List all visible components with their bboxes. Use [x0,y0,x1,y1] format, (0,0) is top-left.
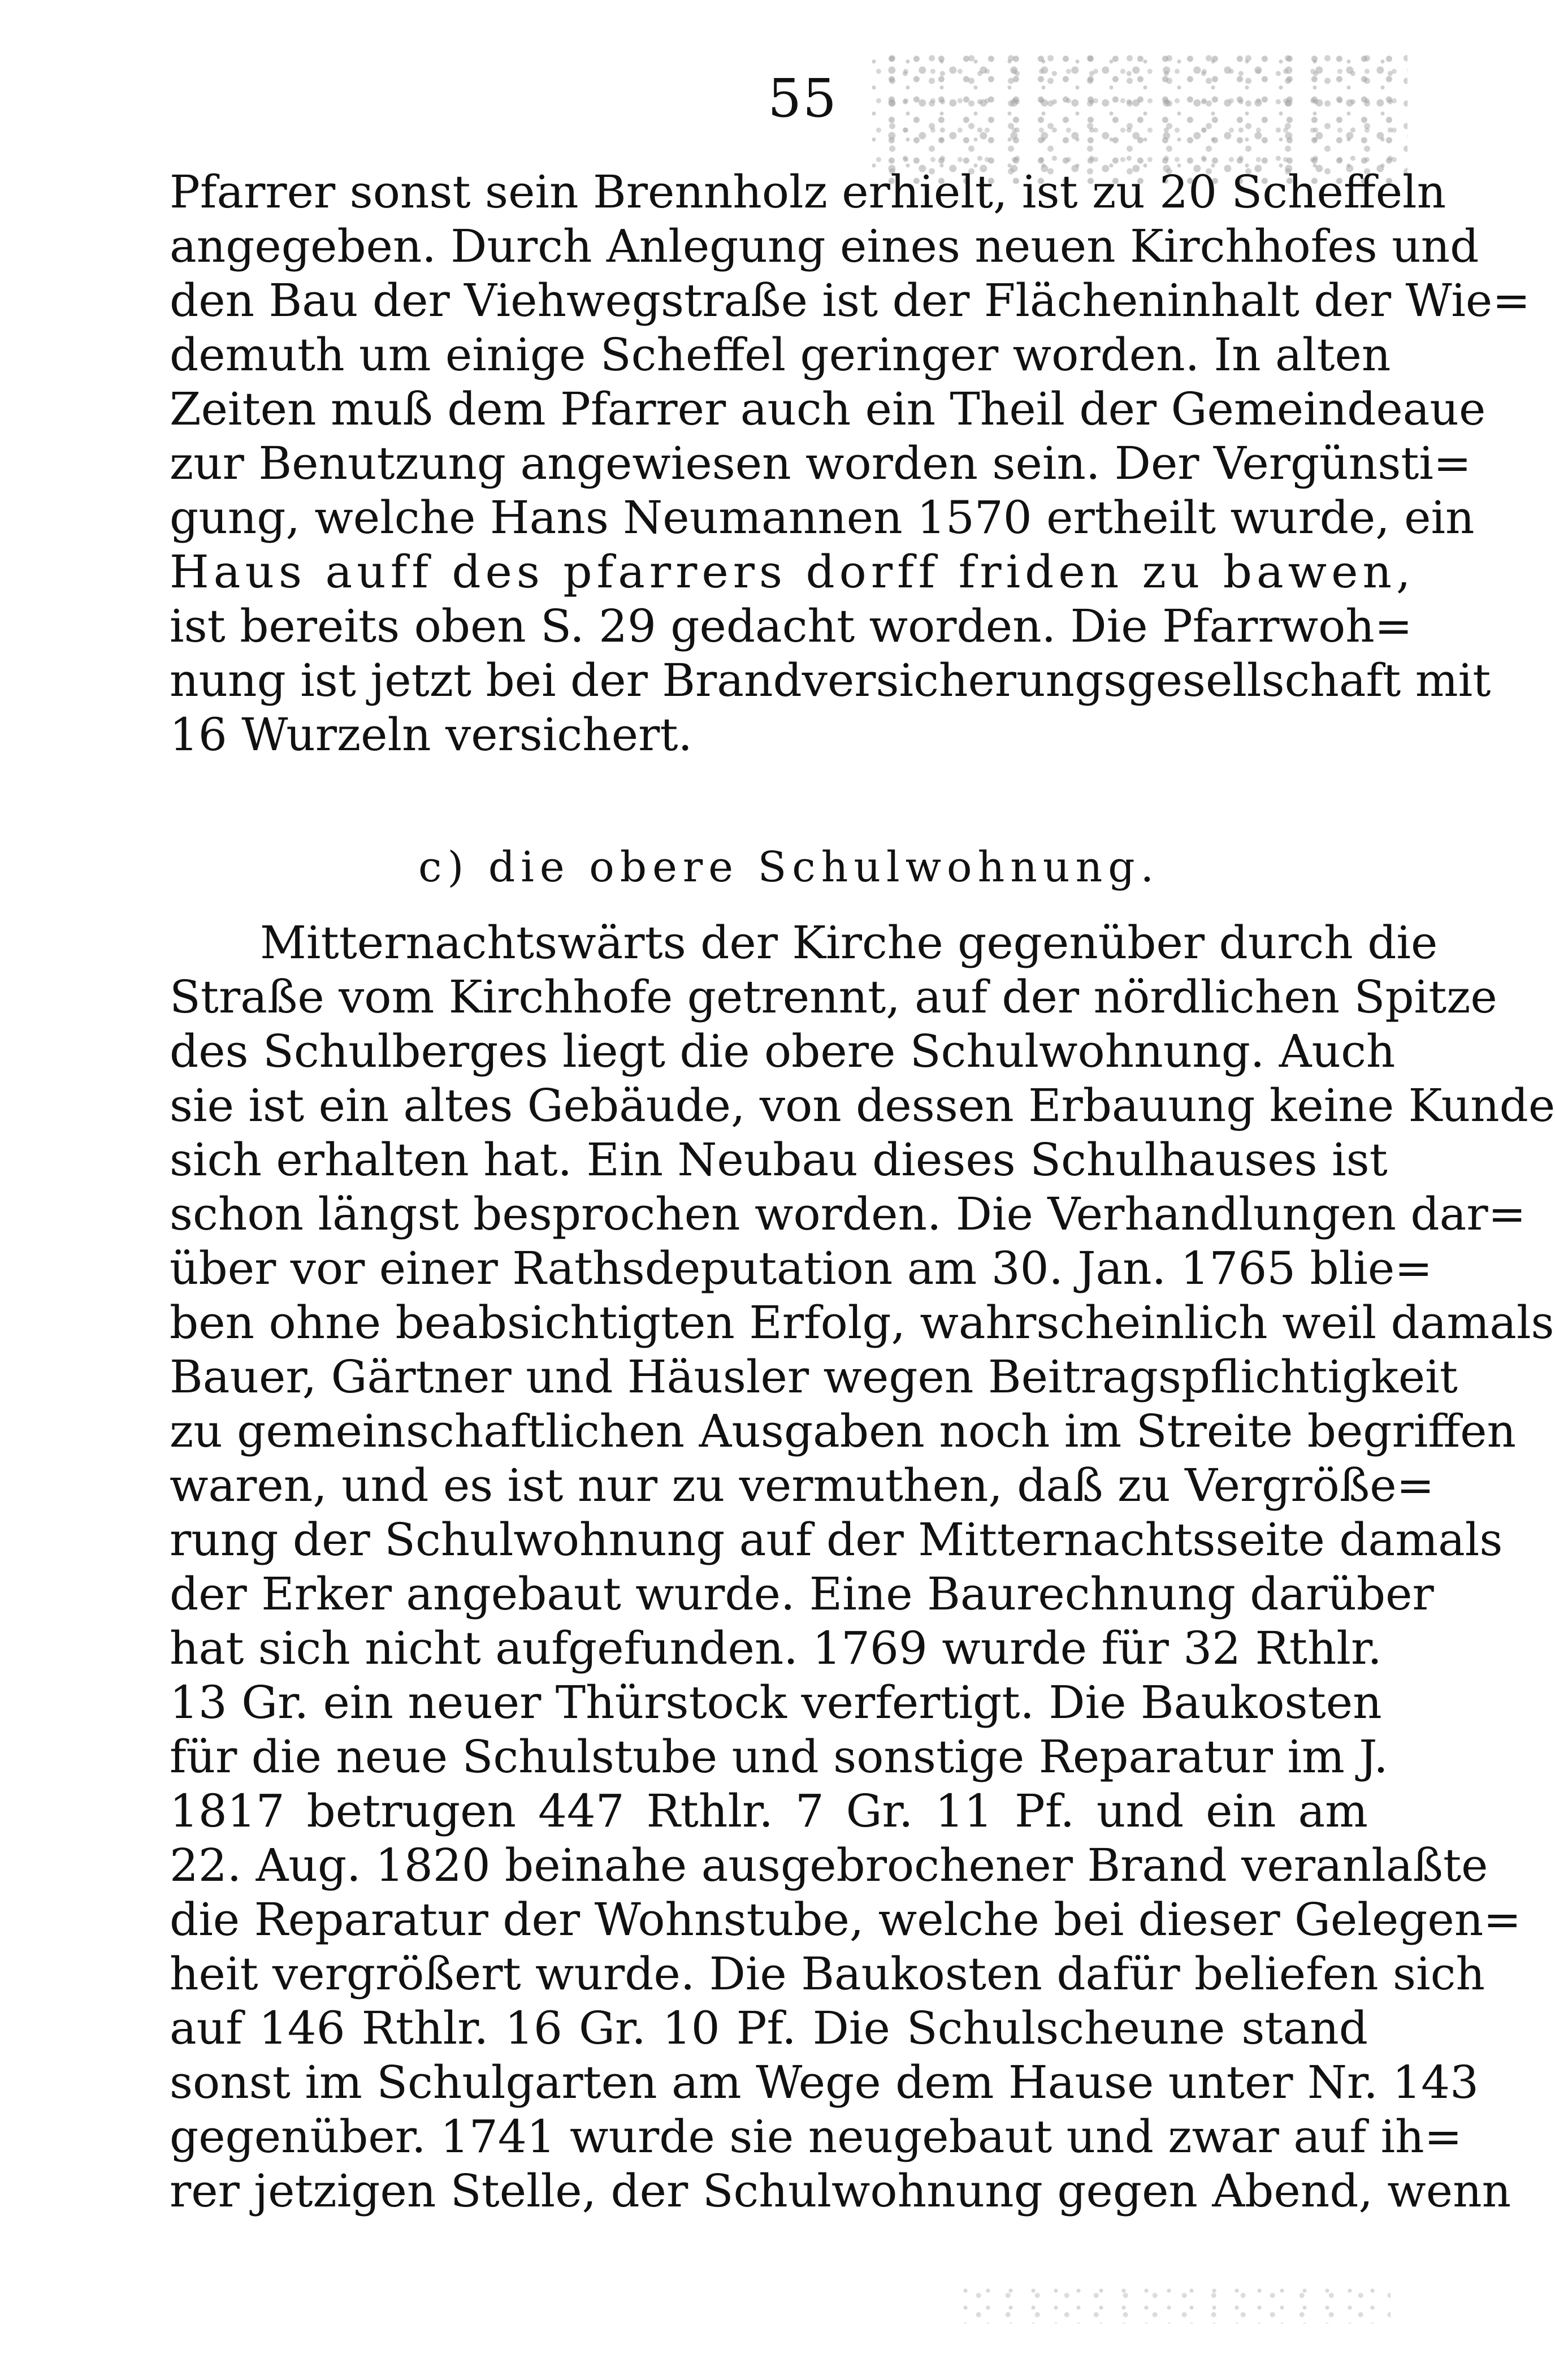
text-line: Haus auff des pfarrers dorff friden zu bawen, [170,546,1415,598]
text-line: Straße vom Kirchhofe getrennt, auf der nördlichen Spitze [170,971,1497,1023]
text-line: waren, und es ist nur zu vermuthen, daß zu Vergröße= [170,1459,1435,1512]
text-line: gung, welche Hans Neumannen 1570 ertheilt wurde, ein [170,491,1475,544]
text-line: 16 Wurzeln versichert. [170,708,692,761]
text-line: angegeben. Durch Anlegung eines neuen Kirchhofes und [170,220,1479,272]
text-line: der Erker angebaut wurde. Eine Baurechnung darüber [170,1568,1434,1620]
text-line: 13 Gr. ein neuer Thürstock verfertigt. Die Baukosten [170,1676,1382,1729]
scan-noise-bottom [961,2284,1391,2323]
text-line: zur Benutzung angewiesen worden sein. Der Vergünsti= [170,437,1472,490]
text-line: rer jetzigen Stelle, der Schulwohnung gegen Abend, wenn [170,2165,1511,2217]
text-line: rung der Schulwohnung auf der Mitternachtsseite damals [170,1513,1503,1566]
scan-noise [870,54,1407,184]
text-line: über vor einer Rathsdeputation am 30. Jan. 1765 blie= [170,1242,1433,1295]
text-line: hat sich nicht aufgefunden. 1769 wurde für 32 Rthlr. [170,1622,1382,1674]
text-line: Pfarrer sonst sein Brennholz erhielt, ist zu 20 Scheffeln [170,166,1446,218]
text-line: Bauer, Gärtner und Häusler wegen Beitragspflichtigkeit [170,1351,1458,1403]
text-line: die Reparatur der Wohnstube, welche bei dieser Gelegen= [170,1893,1522,1946]
text-line: Mitternachtswärts der Kirche gegenüber durch die [260,916,1438,969]
text-line: ist bereits oben S. 29 gedacht worden. Die Pfarrwoh= [170,600,1413,652]
text-line: auf 146 Rthlr. 16 Gr. 10 Pf. Die Schulscheune stand [170,2002,1368,2054]
text-line: für die neue Schulstube und sonstige Reparatur im J. [170,1730,1388,1783]
paragraph-1 [170,165,1531,762]
text-line: des Schulberges liegt die obere Schulwohnung. Auch [170,1025,1396,1078]
paragraph-2 [170,916,1555,2218]
text-line: 1817 betrugen 447 Rthlr. 7 Gr. 11 Pf. und ein am [170,1785,1368,1837]
section-heading: c) die obere Schulwohnung. [418,843,1160,892]
text-line: sonst im Schulgarten am Wege dem Hause unter Nr. 143 [170,2056,1479,2109]
text-line: nung ist jetzt bei der Brandversicherungsgesellschaft mit [170,654,1491,707]
text-line: demuth um einige Scheffel geringer worden. In alten [170,328,1391,381]
text-line: 22. Aug. 1820 beinahe ausgebrochener Brand veranlaßte [170,1839,1488,1892]
text-line: sie ist ein altes Gebäude, von dessen Erbauung keine Kunde [170,1079,1555,1132]
text-line: den Bau der Viehwegstraße ist der Flächeninhalt der Wie= [170,274,1531,327]
text-line: zu gemeinschaftlichen Ausgaben noch im Streite begriffen [170,1405,1517,1457]
text-line: schon längst besprochen worden. Die Verhandlungen dar= [170,1188,1526,1240]
text-line: gegenüber. 1741 wurde sie neugebaut und zwar auf ih= [170,2110,1462,2163]
text-line: ben ohne beabsichtigten Erfolg, wahrscheinlich weil damals [170,1296,1554,1349]
text-line: sich erhalten hat. Ein Neubau dieses Schulhauses ist [170,1133,1388,1186]
text-line: Zeiten muß dem Pfarrer auch ein Theil der Gemeindeaue [170,383,1486,435]
page-number: 55 [768,68,838,129]
text-line: heit vergrößert wurde. Die Baukosten dafür beliefen sich [170,1948,1485,2000]
